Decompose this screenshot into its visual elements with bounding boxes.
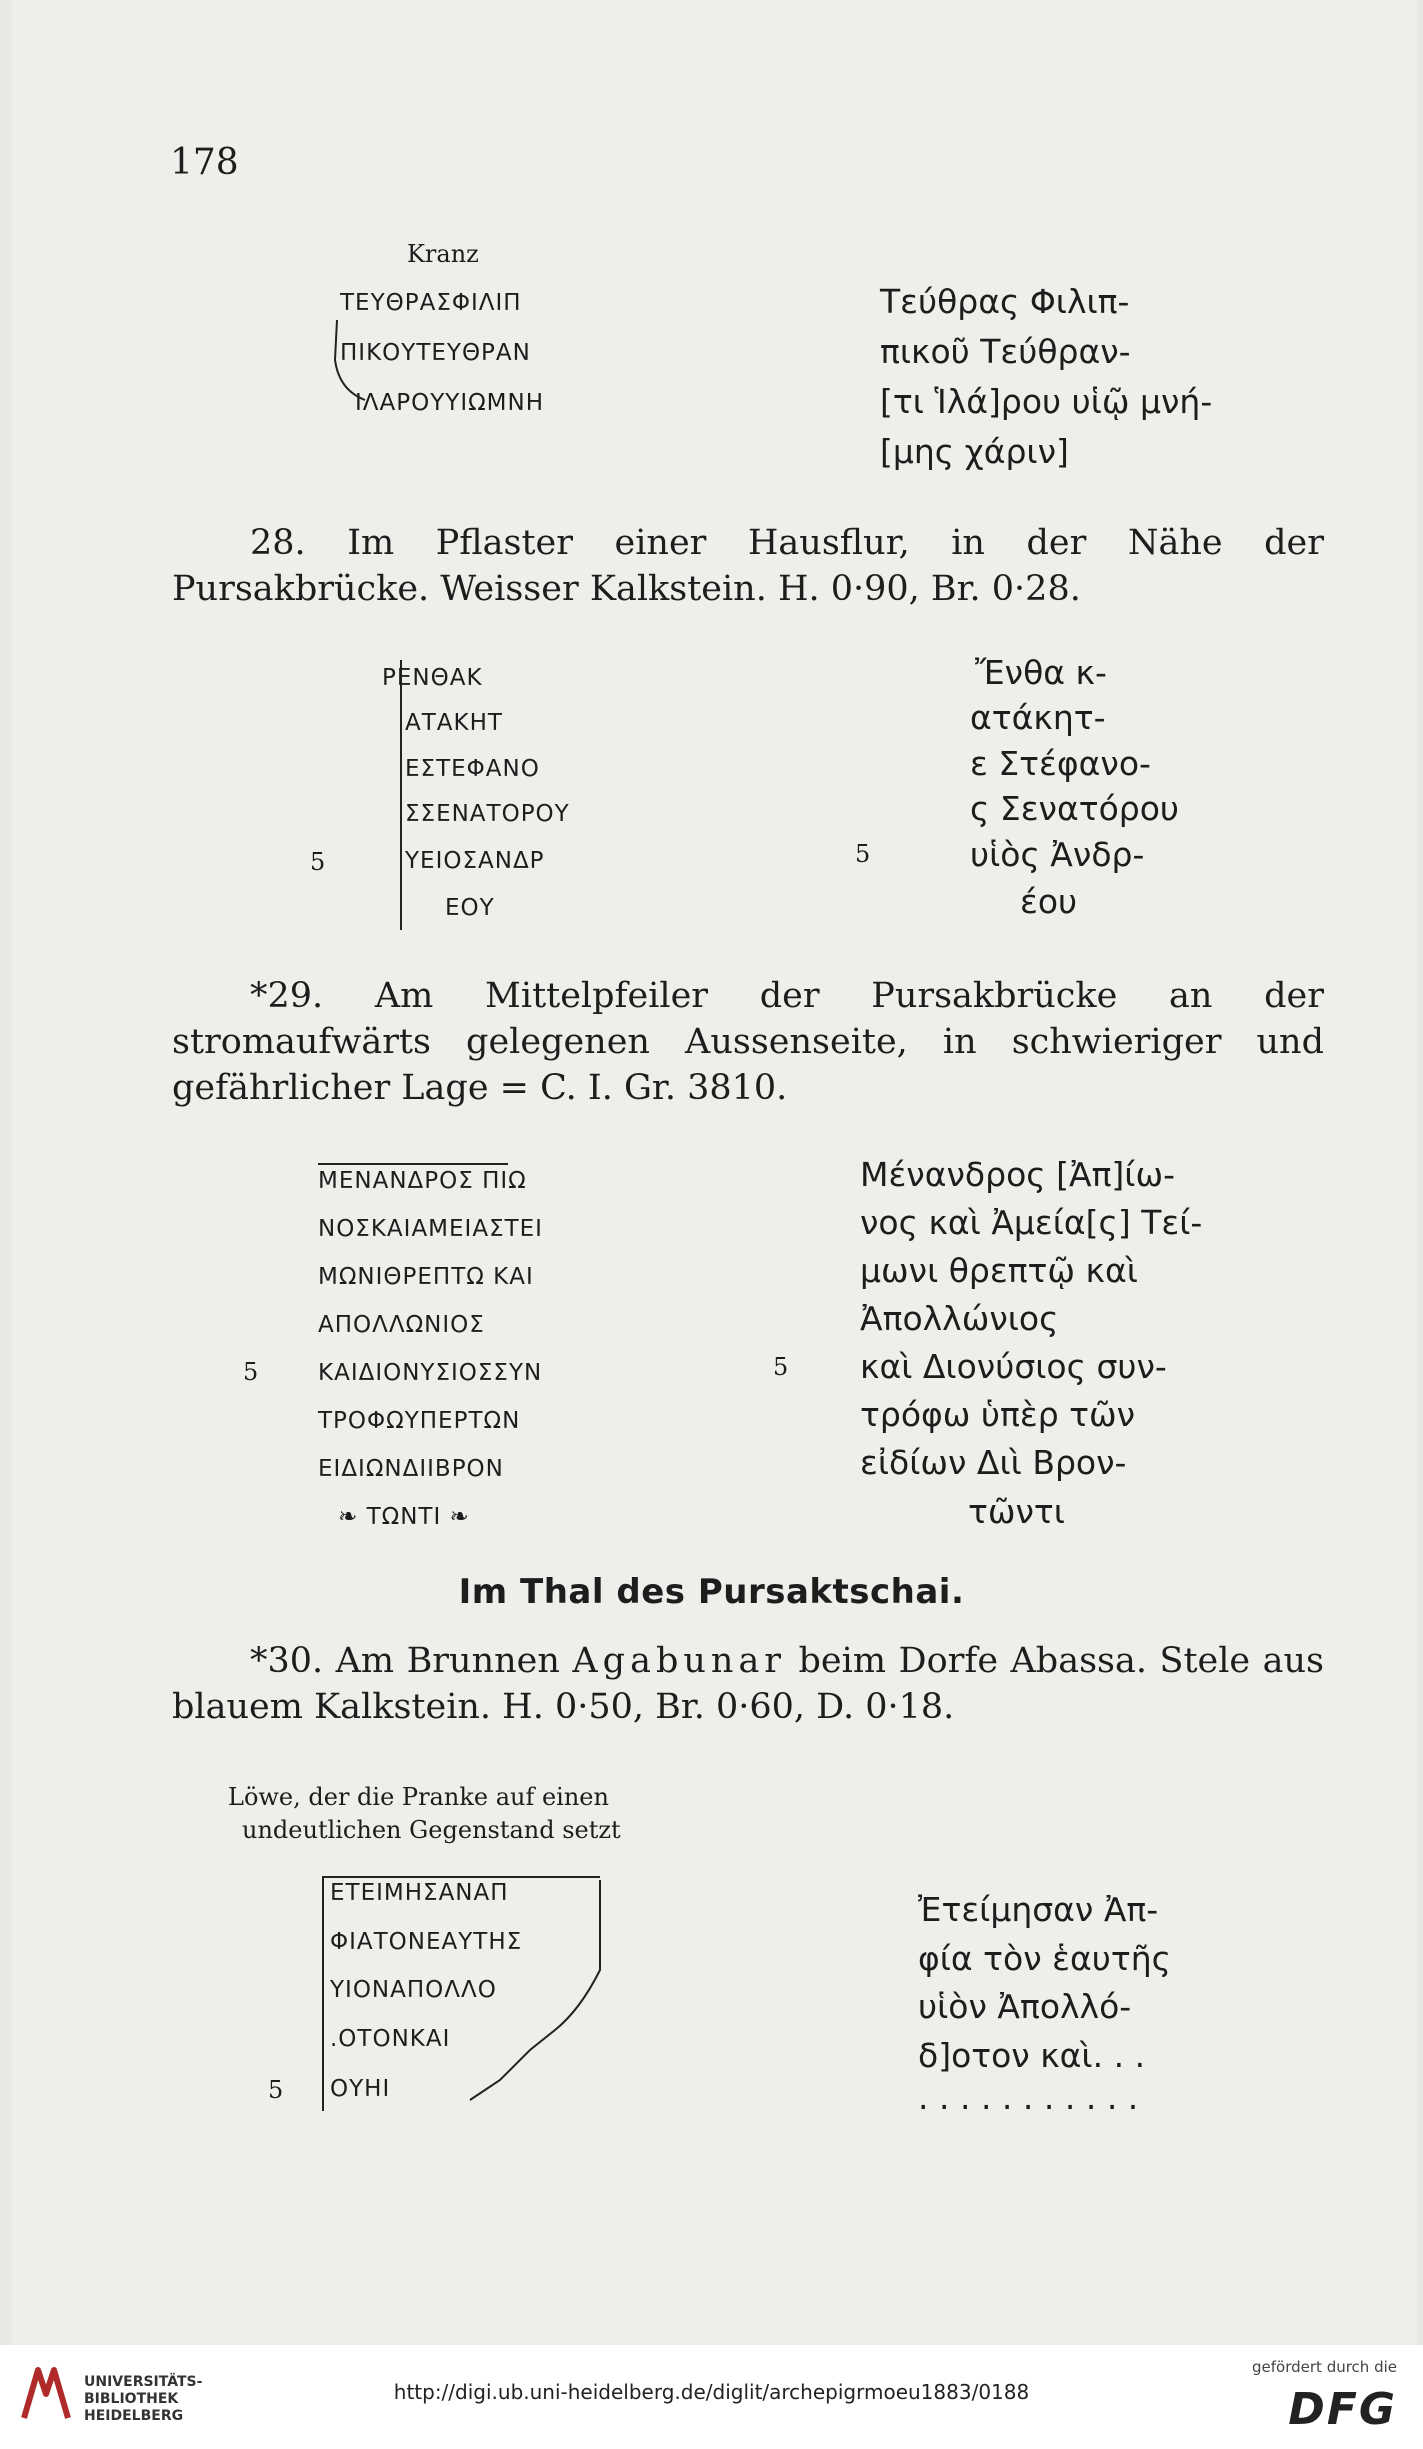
- place-name-agabunar: Agabunar: [572, 1641, 787, 1681]
- ins30-trans-1: Ἐτείμησαν Ἀπ-: [918, 1890, 1159, 1929]
- ins27-trans-4: [μης χάριν]: [880, 432, 1069, 471]
- ins27-caption: Kranz: [407, 240, 479, 268]
- ins29-trans-5: καὶ Διονύσιος συν-: [860, 1347, 1167, 1386]
- stone-top-edge-30: [322, 1876, 600, 1878]
- funder-label: gefördert durch die: [1252, 2358, 1397, 2376]
- ins28-trans-2: ατάκητ-: [970, 698, 1106, 737]
- ins28-line-6: ΕΟΥ: [445, 895, 495, 921]
- ins29-trans-6: τρόφω ὑπὲρ τῶν: [860, 1395, 1136, 1434]
- ins30-caption-line-2: undeutlichen Gegenstand setzt: [242, 1816, 621, 1844]
- entry-29-description: *29. Am Mittelpfeiler der Pursakbrücke an der stromaufwärts gelegenen Aussenseite, in schwieriger und gefährlicher Lage = C. I. Gr. 3810.: [172, 976, 1324, 1108]
- entry-28-description: 28. Im Pflaster einer Hausflur, in der Nähe der Pursakbrücke. Weisser Kalkstein. H. 0·90, Br. 0·28.: [172, 523, 1324, 609]
- entry-30-description: *30. Am Brunnen Agabunar beim Dorfe Abassa. Stele aus blauem Kalkstein. H. 0·50, Br. 0·60, D. 0·18.: [172, 1641, 1324, 1727]
- ins29-line-6: ΤΡΟΦΩΥΠΕΡΤΩΝ: [318, 1408, 521, 1434]
- ins28-line-3: ΕΣΤΕΦΑΝΟ: [405, 756, 540, 782]
- ins29-line-1: ΜΕΝΑΝΔΡΟΣ ΠΙΩ: [318, 1168, 527, 1194]
- ins30-trans-2: φία τὸν ἑαυτῆς: [918, 1939, 1171, 1978]
- ins29-line-4: ΑΠΟΛΛΩΝΙΟΣ: [318, 1312, 485, 1338]
- scanned-page: [12, 0, 1417, 2345]
- ins30-trans-5: . . . . . . . . . . .: [918, 2078, 1139, 2117]
- stone-broken-edge-30: [380, 1880, 620, 2110]
- ins29-trans-7: εἰδίων Διὶ Βρον-: [860, 1443, 1127, 1482]
- ins30-line-1: ΕΤΕΙΜΗΣΑΝΑΠ: [330, 1880, 509, 1906]
- ins29-trans-2: νος καὶ Ἀμεία[ς] Τεί-: [860, 1203, 1203, 1242]
- ins28-trans-3: ε Στέφανο-: [970, 744, 1151, 783]
- ins30-line-2: ΦΙΑΤΟΝΕΑΥΤΗΣ: [330, 1929, 523, 1955]
- ins29-trans-8: τῶντι: [968, 1492, 1065, 1531]
- ins30-caption-line-1: Löwe, der die Pranke auf einen: [228, 1783, 609, 1811]
- stone-left-edge-30: [322, 1876, 324, 2111]
- ins28-trans-4: ς Σενατόρου: [970, 789, 1180, 828]
- source-url-link[interactable]: http://digi.ub.uni-heidelberg.de/diglit/archepigrmoeu1883/0188: [393, 2380, 1030, 2404]
- ins30-trans-3: υἱὸν Ἀπολλό-: [918, 1987, 1132, 2026]
- stone-edge-28: [400, 660, 402, 930]
- ins29-line-5: ΚΑΙΔΙΟΝΥΣΙΟΣΣΥΝ: [318, 1360, 543, 1386]
- page-number: 178: [170, 142, 239, 183]
- ins29-trans-1: Μένανδρος [Ἀπ]ίω-: [860, 1155, 1176, 1194]
- dfg-logo: DFG: [1288, 2384, 1397, 2435]
- wreath-edge-mark: [325, 320, 375, 410]
- stone-top-edge-29: [318, 1163, 508, 1165]
- ins27-trans-2: πικοῦ Τεύθραν-: [880, 332, 1131, 371]
- ins27-trans-1: Τεύθρας Φιλιπ-: [880, 282, 1130, 321]
- ins29-line-number: 5: [243, 1358, 259, 1386]
- ins27-line-1: ΤΕΥΘΡΑΣΦΙΛΙΠ: [340, 290, 522, 316]
- ins30-line-3: ΥΙΟΝΑΠΟΛΛΟ: [330, 1977, 497, 2003]
- ins30-line-4: .ΟΤΟΝΚΑΙ: [330, 2026, 451, 2052]
- ins29-trans-3: μωνι θρεπτῷ καὶ: [860, 1251, 1138, 1290]
- ins29-trans-4: Ἀπολλώνιος: [860, 1299, 1059, 1338]
- ins28-trans-5: υἱὸς Ἀνδρ-: [970, 835, 1145, 874]
- ins28-line-number: 5: [310, 848, 326, 876]
- ins28-line-5: ΥΕΙΟΣΑΝΔΡ: [405, 848, 545, 874]
- section-heading: Im Thal des Pursaktschai.: [458, 1572, 965, 1612]
- ins27-line-3: ΙΛΑΡΟΥΥΙΩΜΝΗ: [355, 390, 545, 416]
- ins27-line-2: ΠΙΚΟΥΤΕΥΘΡΑΝ: [340, 340, 531, 366]
- ins27-trans-3: [τι Ἱλά]ρου υἱῷ μνή-: [880, 382, 1213, 421]
- library-name: UNIVERSITÄTS- BIBLIOTHEK HEIDELBERG: [84, 2374, 203, 2424]
- ins29-line-7: ΕΙΔΙΩΝΔΙΙΒΡΟΝ: [318, 1456, 504, 1482]
- trans28-line-number: 5: [855, 840, 871, 868]
- ins29-line-2: ΝΟΣΚΑΙΑΜΕΙΑΣΤΕΙ: [318, 1216, 543, 1242]
- ins28-line-2: ΑΤΑΚΗΤ: [405, 710, 503, 736]
- ins30-line-number: 5: [268, 2076, 284, 2104]
- ins29-line-3: ΜΩΝΙΘΡΕΠΤΩ ΚΑΙ: [318, 1264, 534, 1290]
- ins30-trans-4: δ]οτον καὶ. . .: [918, 2036, 1146, 2075]
- ins28-trans-6: έου: [1020, 882, 1078, 921]
- trans29-line-number: 5: [773, 1353, 789, 1381]
- ins30-line-5: ΟΥΗΙ: [330, 2076, 391, 2102]
- ins28-line-1: ΡΕΝΘΑΚ: [382, 665, 483, 691]
- ins28-line-4: ΣΣΕΝΑΤΟΡΟΥ: [405, 801, 570, 827]
- ins29-line-8: ❧ ΤΩΝΤΙ ❧: [338, 1504, 470, 1530]
- ins28-trans-1: Ἔνθα κ-: [975, 653, 1107, 692]
